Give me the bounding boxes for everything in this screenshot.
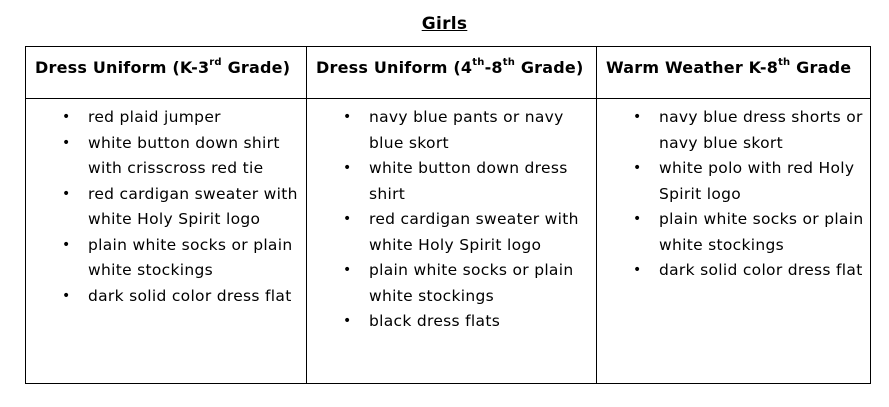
item-text: white button down shirt with crisscross red tie [88, 133, 280, 177]
items-row [26, 99, 871, 384]
bullet-icon: • [343, 262, 352, 278]
item-text: black dress flats [369, 312, 501, 330]
bullet-icon: • [633, 160, 642, 176]
list-item [597, 105, 870, 156]
list-item [597, 156, 870, 207]
item-text: navy blue pants or navy blue skort [369, 108, 564, 152]
list-item [307, 156, 596, 207]
column-header-warm-weather [597, 47, 871, 99]
bullet-icon: • [343, 313, 352, 329]
header-text: Dress Uniform (K-3 [35, 58, 210, 77]
header-superscript: th [472, 56, 485, 68]
header-text: Dress Uniform (4 [316, 58, 473, 77]
header-text: Grade [790, 58, 852, 77]
bullet-icon: • [343, 109, 352, 125]
list-item [26, 105, 306, 131]
bullet-icon: • [633, 262, 642, 278]
header-superscript: rd [209, 56, 222, 68]
column-header-dress-k3 [26, 47, 307, 99]
list-item [307, 258, 596, 309]
header-superscript: th [502, 56, 516, 68]
column-cell-dress-4-8 [307, 99, 597, 384]
bullet-icon: • [62, 236, 71, 253]
item-list [597, 105, 870, 284]
bullet-icon: • [62, 287, 71, 304]
header-text: -8 [484, 58, 503, 77]
header-row [26, 47, 871, 99]
item-list [26, 105, 306, 309]
item-text: red plaid jumper [88, 108, 221, 126]
bullet-icon: • [62, 109, 71, 125]
header-text: Grade) [221, 58, 291, 77]
header-text: Warm Weather K-8 [606, 58, 779, 77]
list-item [26, 182, 306, 233]
item-text: navy blue dress shorts or navy blue skort [659, 108, 863, 152]
bullet-icon: • [62, 134, 71, 151]
list-item [597, 207, 870, 258]
item-text: plain white socks or plain white stockings [88, 235, 293, 279]
item-text: plain white socks or plain white stockings [659, 210, 864, 254]
uniform-table [25, 46, 871, 384]
header-superscript: th [778, 56, 791, 68]
item-text: red cardigan sweater with white Holy Spirit logo [369, 210, 579, 254]
list-item [307, 309, 596, 335]
bullet-icon: • [343, 211, 352, 227]
list-item [26, 131, 306, 182]
column-cell-dress-k3 [26, 99, 307, 384]
list-item [26, 284, 306, 310]
bullet-icon: • [62, 185, 71, 202]
list-item [597, 258, 870, 284]
bullet-icon: • [633, 109, 642, 125]
bullet-icon: • [343, 160, 352, 176]
column-header-dress-4-8 [307, 47, 597, 99]
item-list [307, 105, 596, 335]
item-text: white button down dress shirt [369, 159, 568, 203]
list-item [26, 233, 306, 284]
header-text: Grade) [515, 58, 584, 77]
page-title: Girls [421, 14, 468, 34]
item-text: white polo with red Holy Spirit logo [659, 159, 855, 203]
item-text: dark solid color dress flat [88, 286, 292, 305]
column-cell-warm-weather [597, 99, 871, 384]
item-text: red cardigan sweater with white Holy Spirit logo [88, 184, 298, 228]
item-text: dark solid color dress flat [659, 261, 863, 279]
item-text: plain white socks or plain white stockings [369, 261, 574, 305]
list-item [307, 207, 596, 258]
list-item [307, 105, 596, 156]
bullet-icon: • [633, 211, 642, 227]
